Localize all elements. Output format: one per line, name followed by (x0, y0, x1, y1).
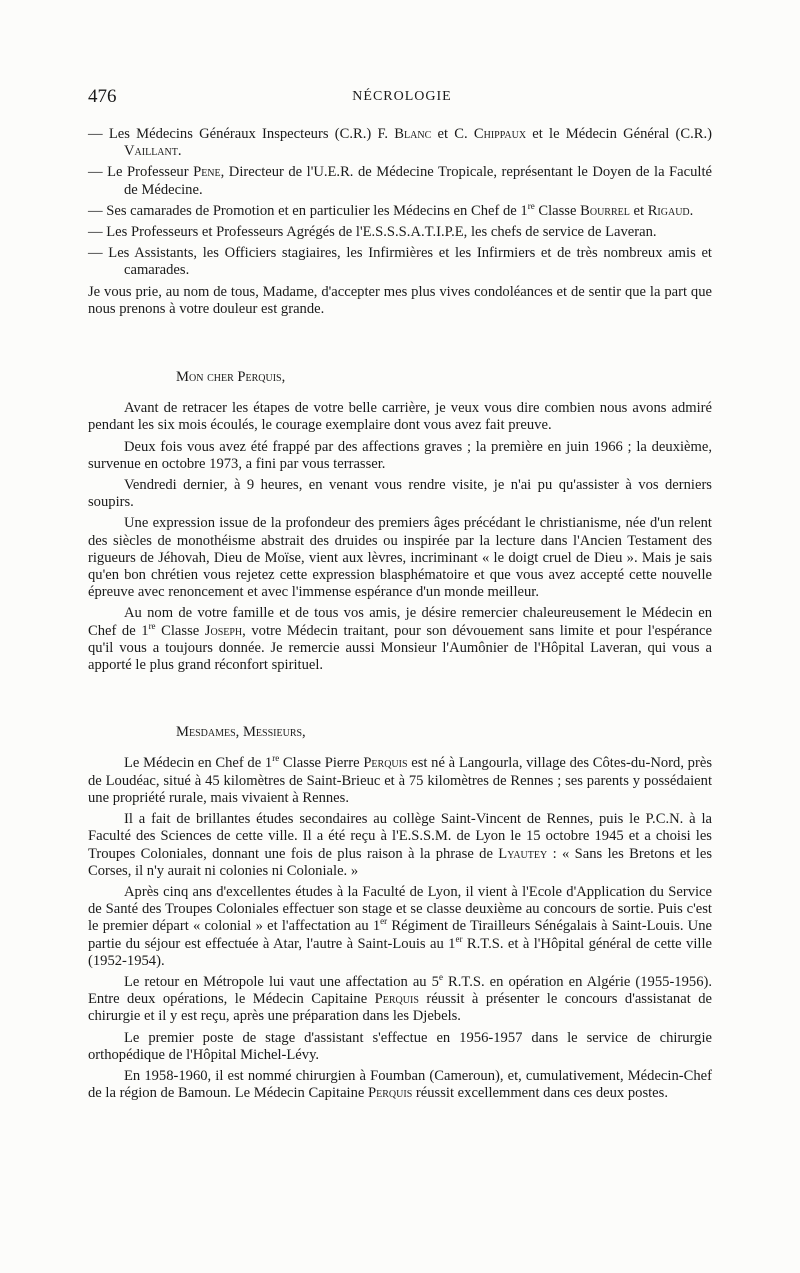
biography-paragraph: En 1958-1960, il est nommé chirurgien à Foumban (Cameroun), et, cumulativement, Médecin-Chef de la région de Bamoun. Le Médecin Capitaine Perquis réussit excellemment dans ces deux postes. (88, 1067, 712, 1102)
letter-paragraph: Avant de retracer les étapes de votre belle carrière, je veux vous dire combien nous avons admiré pendant les six mois écoulés, le courage exemplaire dont vous avez fait preuve. (88, 400, 712, 434)
attendee-item: — Ses camarades de Promotion et en particulier les Médecins en Chef de 1re Classe Bourrel et Rigaud. (88, 200, 694, 219)
page-number: 476 (88, 86, 117, 107)
letter-paragraph: Une expression issue de la profondeur des premiers âges précédant le christianisme, née d'un relent des siècles de monothéisme abstrait des druides ou inspirée par la lecture dans l'Ancien Testament des rigueurs de Jéhovah, Dieu de Moïse, vient aux lèvres, incriminant « le doigt cruel de Dieu ». Mais je sais qu'en bon chrétien vous rejetez cette expression blasphématoire et que vous avez accepté cette nouvelle épreuve avec renoncement et avec l'immense espérance d'un monde meilleur. (88, 515, 712, 601)
biography-paragraph: Le retour en Métropole lui vaut une affectation au 5e R.T.S. en opération en Algérie (1955-1956). Entre deux opérations, le Médecin Capitaine Perquis réussit à présenter le concours d'assistanat de chirurgie et il y est reçu, après une préparation dans les Djebels. (88, 972, 713, 1025)
attendee-item: — Les Assistants, les Officiers stagiaires, les Infirmières et les Infirmiers et de très nombreux amis et camarades. (88, 245, 712, 279)
condolence-paragraph: Je vous prie, au nom de tous, Madame, d'accepter mes plus vives condoléances et de sentir que la part que nous prenons à votre douleur est grande. (88, 283, 712, 317)
biography-paragraph: Le Médecin en Chef de 1re Classe Pierre Perquis est né à Langourla, village des Côtes-du-Nord, près de Loudéac, situé à 45 kilomètres de Saint-Brieuc et à 75 kilomètres de Rennes ; ses parents y possédaient une propriété rurale, mais vivaient à Rennes. (88, 753, 712, 806)
running-title: NÉCROLOGIE (352, 89, 452, 104)
attendee-item: — Le Professeur Pene, Directeur de l'U.E.R. de Médecine Tropicale, représentant le Doyen de la Faculté de Médecine. (88, 164, 712, 198)
letter-paragraph: Au nom de votre famille et de tous vos amis, je désire remercier chaleureusement le Médecin en Chef de 1re Classe Joseph, votre Médecin traitant, pour son dévouement sans limite et pour l'espérance qu'il vous a toujours donnée. Je remercie aussi Monsieur l'Aumônier de l'Hôpital Laveran, qui vous a apporté le plus grand réconfort spirituel. (88, 605, 712, 674)
letter-paragraph: Deux fois vous avez été frappé par des affections graves ; la première en juin 1966 ; la deuxième, survenue en octobre 1973, a fini par vous terrasser. (88, 438, 712, 472)
salutation-audience: Mesdames, Messieurs, (176, 724, 306, 741)
biography-paragraph: Le premier poste de stage d'assistant s'effectue en 1956-1957 dans le service de chirurgie orthopédique de l'Hôpital Michel-Lévy. (88, 1029, 712, 1063)
biography-paragraph: Il a fait de brillantes études secondaires au collège Saint-Vincent de Rennes, puis le P.C.N. à la Faculté des Sciences de cette ville. Il a été reçu à l'E.S.S.M. de Lyon le 15 octobre 1945 et a choisi les Troupes Coloniales, donnant une fois de plus raison à la phrase de Lyautey : « Sans les Bretons et les Corses, il n'y aurait ni colonies ni Coloniale. » (88, 811, 712, 879)
biography-paragraph: Après cinq ans d'excellentes études à la Faculté de Lyon, il vient à l'Ecole d'Application du Service de Santé des Troupes Coloniales effectuer son stage et se classe deuxième au concours de sortie. Puis c'est le premier départ « colonial » et l'affectation au 1er Régiment de Tirailleurs Sénégalais à Saint-Louis. Une partie du séjour est effectuée à Atar, l'autre à Saint-Louis au 1er R.T.S. et à l'Hôpital général de cette ville (1952-1954). (88, 883, 712, 969)
page-header (88, 86, 716, 110)
attendee-item: — Les Médecins Généraux Inspecteurs (C.R.) F. Blanc et C. Chippaux et le Médecin Général (C.R.) Vaillant. (88, 126, 712, 160)
document-body (88, 126, 712, 1106)
attendee-item: — Les Professeurs et Professeurs Agrégés de l'E.S.S.S.A.T.I.P.E, les chefs de service de Laveran. (88, 224, 657, 241)
salutation-letter: Mon cher Perquis, (176, 369, 286, 386)
letter-paragraph: Vendredi dernier, à 9 heures, en venant vous rendre visite, je n'ai pu qu'assister à vos derniers soupirs. (88, 477, 712, 511)
